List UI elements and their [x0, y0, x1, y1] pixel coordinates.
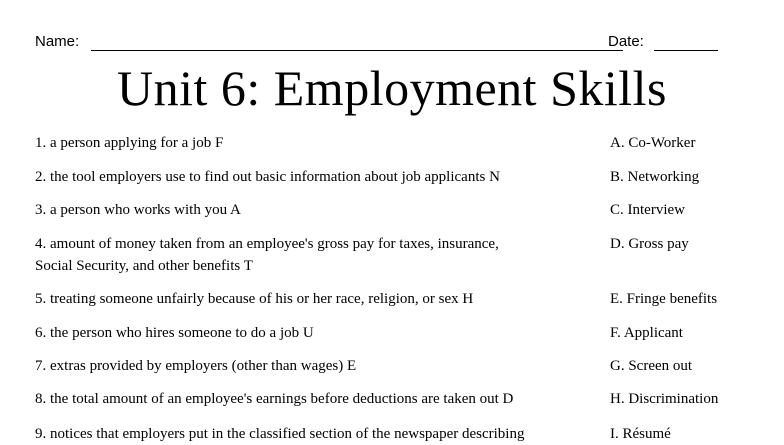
answer-option: I. Résumé [610, 426, 671, 442]
question-line: Social Security, and other benefits T [35, 258, 253, 274]
question-line: 4. amount of money taken from an employee's gross pay for taxes, insurance, [35, 236, 499, 252]
answer-option: D. Gross pay [610, 236, 689, 252]
question-item [35, 355, 595, 377]
question-item [35, 166, 595, 188]
question-line: 9. notices that employers put in the classified section of the newspaper describing [35, 426, 525, 442]
question-line: 5. treating someone unfairly because of his or her race, religion, or sex H [35, 291, 474, 307]
question-item [35, 388, 595, 410]
question-line: 8. the total amount of an employee's earnings before deductions are taken out D [35, 391, 514, 407]
answer-option: F. Applicant [610, 325, 683, 341]
header [35, 33, 735, 55]
answer-option: E. Fringe benefits [610, 291, 718, 307]
answer-option: A. Co-Worker [610, 135, 696, 151]
answer-option: G. Screen out [610, 358, 693, 374]
question-item [35, 423, 595, 445]
question-line: 2. the tool employers use to find out basic information about job applicants N [35, 169, 500, 185]
answer-option: H. Discrimination [610, 391, 719, 407]
question-line: 3. a person who works with you A [35, 202, 241, 218]
question-line: 1. a person applying for a job F [35, 135, 224, 151]
date-blank-line [654, 50, 718, 51]
name-blank-line [91, 50, 623, 51]
question-item [35, 233, 595, 277]
question-item [35, 288, 595, 310]
question-line: 7. extras provided by employers (other than wages) E [35, 358, 357, 374]
name-label: Name: [35, 33, 80, 50]
question-item [35, 132, 595, 154]
question-item [35, 199, 595, 221]
answer-option: B. Networking [610, 169, 700, 185]
answer-option: C. Interview [610, 202, 685, 218]
question-line: 6. the person who hires someone to do a job U [35, 325, 314, 341]
question-item [35, 322, 595, 344]
date-label: Date: [608, 33, 644, 50]
page-title: Unit 6: Employment Skills [116, 60, 668, 116]
